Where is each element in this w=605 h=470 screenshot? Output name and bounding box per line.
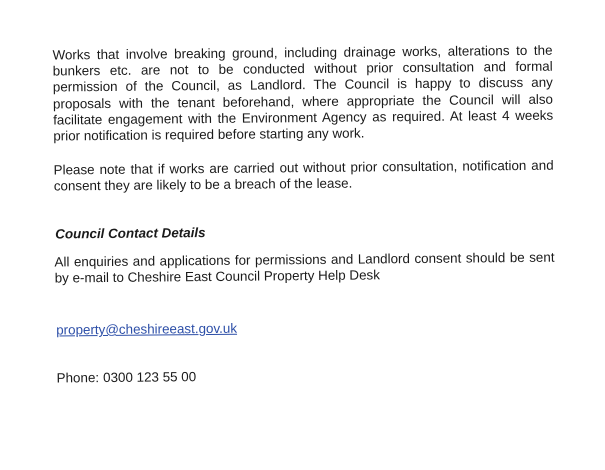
email-link[interactable]: property@cheshireeast.gov.uk bbox=[56, 320, 238, 338]
paragraph-lease-breach: Please note that if works are carried out without prior consultation, notification and consent they are likely to be a breach of the lease. bbox=[53, 157, 554, 194]
phone-number: 0300 123 55 00 bbox=[103, 369, 197, 386]
paragraph-enquiries: All enquiries and applications for permissions and Landlord consent should be sent by e-mail to Cheshire East Council Property Help Desk bbox=[54, 249, 555, 286]
contact-heading: Council Contact Details bbox=[55, 225, 206, 242]
paragraph-ground-works: Works that involve breaking ground, including drainage works, alterations to the bunkers etc. are not to be conducted without prior consultation and formal permission of the Council, as Landlord. The Council is happy to discuss any proposals with the tenant beforehand, where appropriate the Council will also facilitate engagement with the Environment Agency as required. At least 4 weeks prior notification is required before starting any work. bbox=[52, 42, 554, 144]
phone-label: Phone: bbox=[56, 370, 100, 386]
phone-line bbox=[57, 369, 197, 387]
